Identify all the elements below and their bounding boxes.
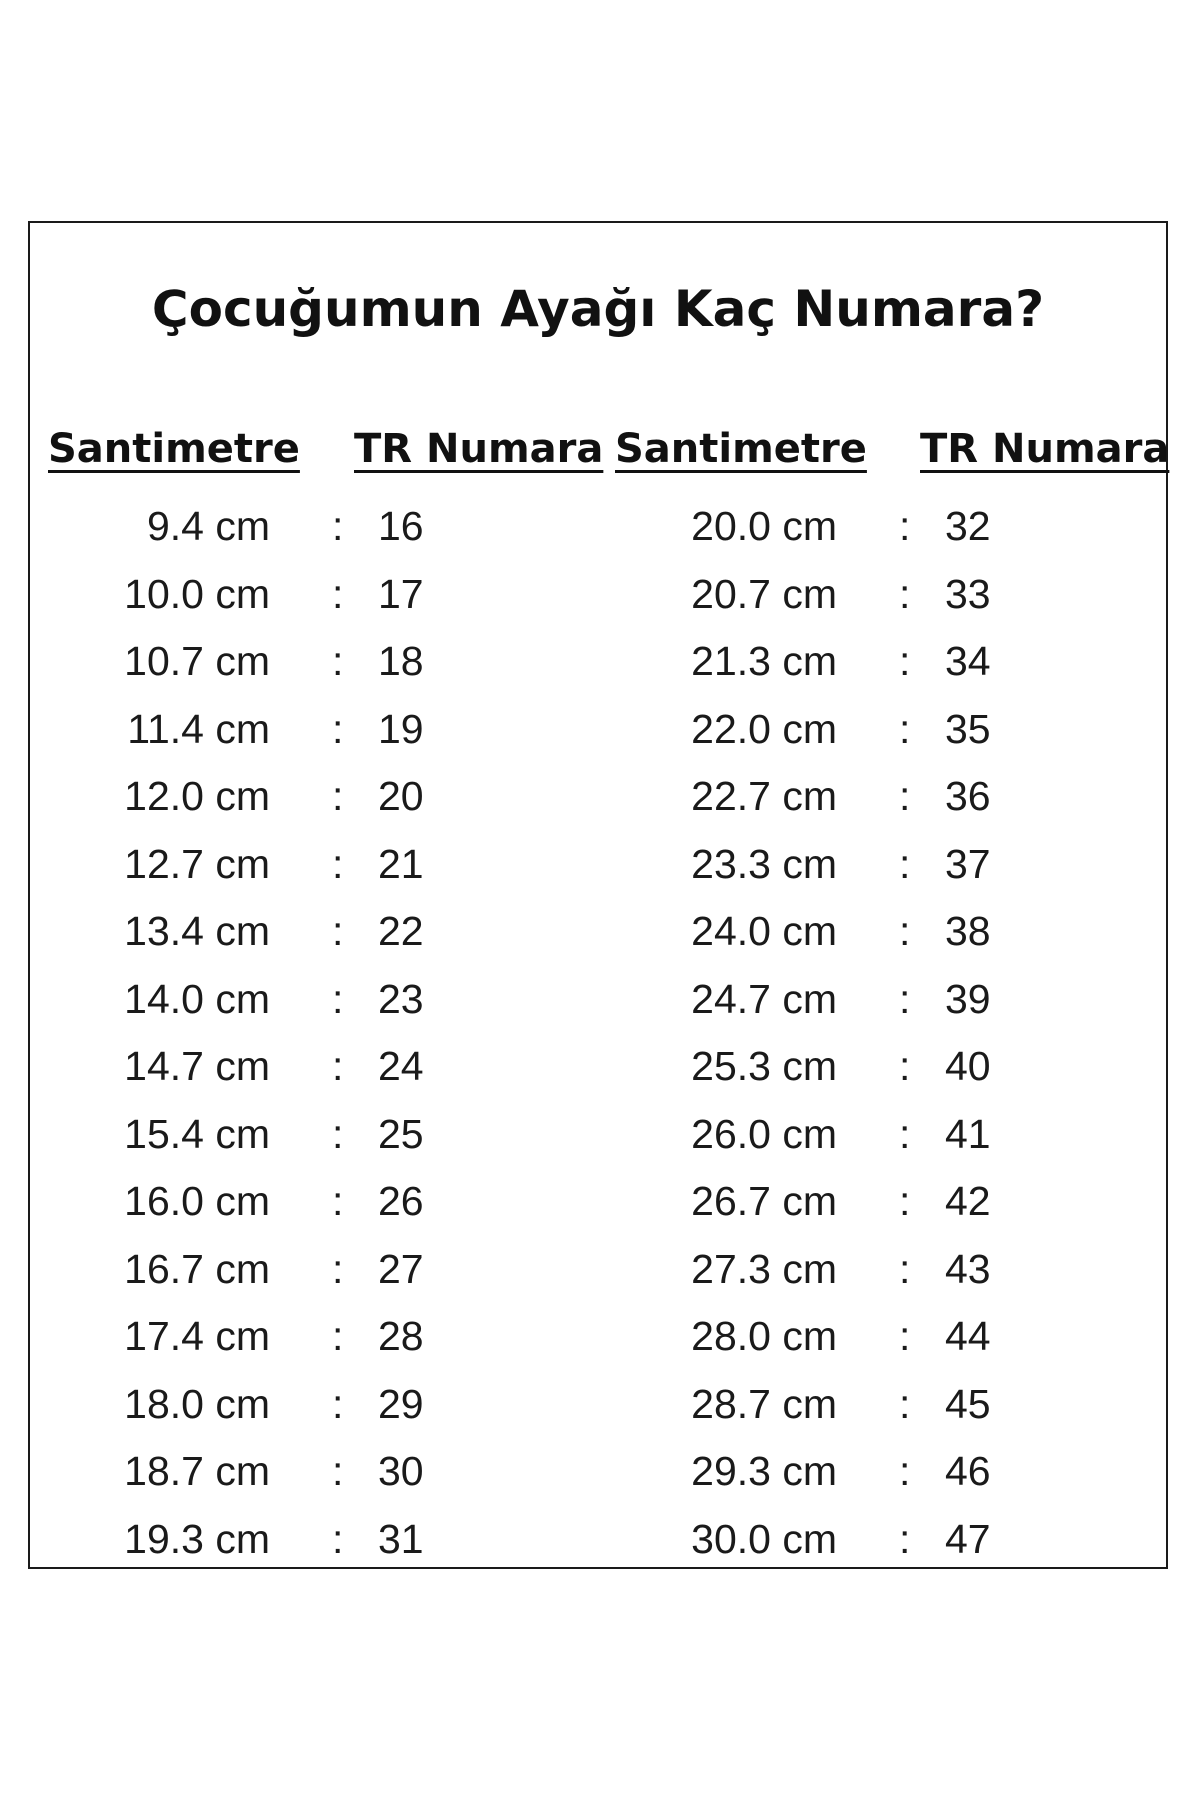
- size-cm-value: 11.4 cm: [127, 705, 270, 752]
- size-tr-value: 20: [378, 773, 424, 819]
- size-separator: :: [332, 1313, 344, 1359]
- size-cm-value: 22.0 cm: [691, 705, 837, 752]
- size-tr-value: 41: [945, 1110, 991, 1157]
- size-separator: :: [899, 1380, 911, 1427]
- size-tr-value: 26: [378, 1178, 424, 1224]
- size-tr-value: 42: [945, 1178, 991, 1224]
- size-tr-value: 44: [945, 1313, 991, 1359]
- size-cm-value: 16.0 cm: [124, 1178, 270, 1224]
- size-separator: :: [332, 1043, 344, 1089]
- size-cm-value: 21.3 cm: [691, 638, 837, 684]
- size-cm-value: 27.3 cm: [691, 1245, 837, 1292]
- size-tr-value: 34: [945, 638, 991, 684]
- size-tr-value: 33: [945, 570, 991, 617]
- size-separator: :: [332, 840, 344, 887]
- size-tr-value: 39: [945, 975, 991, 1022]
- size-cm-value: 18.7 cm: [124, 1448, 270, 1494]
- size-tr-value: 37: [945, 840, 991, 887]
- size-separator: :: [899, 503, 911, 549]
- size-separator: :: [332, 1110, 344, 1157]
- size-tr-value: 46: [945, 1448, 991, 1494]
- size-tr-value: 19: [378, 705, 424, 752]
- size-separator: :: [332, 503, 344, 549]
- size-separator: :: [899, 1110, 911, 1157]
- size-tr-value: 28: [378, 1313, 424, 1359]
- size-separator: :: [332, 1515, 344, 1562]
- size-tr-value: 29: [378, 1380, 424, 1427]
- size-separator: :: [332, 570, 344, 617]
- size-tr-value: 24: [378, 1043, 424, 1089]
- size-tr-value: 40: [945, 1043, 991, 1089]
- size-separator: :: [332, 975, 344, 1022]
- size-separator: :: [899, 1515, 911, 1562]
- size-cm-value: 20.0 cm: [691, 503, 837, 549]
- size-cm-value: 18.0 cm: [124, 1380, 270, 1427]
- size-cm-value: 9.4 cm: [146, 503, 270, 549]
- size-tr-value: 16: [378, 503, 424, 549]
- size-tr-value: 36: [945, 773, 991, 819]
- size-separator: :: [899, 908, 911, 954]
- size-cm-value: 14.0 cm: [124, 975, 270, 1022]
- size-cm-value: 19.3 cm: [124, 1515, 270, 1562]
- size-cm-value: 24.0 cm: [691, 908, 837, 954]
- size-separator: :: [899, 1043, 911, 1089]
- size-separator: :: [332, 1380, 344, 1427]
- size-tr-value: 32: [945, 503, 991, 549]
- size-tr-value: 21: [378, 840, 424, 887]
- size-cm-value: 20.7 cm: [691, 570, 837, 617]
- size-separator: :: [899, 1178, 911, 1224]
- size-cm-value: 29.3 cm: [691, 1448, 837, 1494]
- size-cm-value: 30.0 cm: [691, 1515, 837, 1562]
- size-cm-value: 10.0 cm: [124, 570, 270, 617]
- size-cm-value: 12.0 cm: [124, 773, 270, 819]
- size-tr-value: 47: [945, 1515, 991, 1562]
- size-separator: :: [332, 1178, 344, 1224]
- size-cm-value: 12.7 cm: [124, 840, 270, 887]
- size-separator: :: [332, 1448, 344, 1494]
- size-tr-value: 27: [378, 1245, 424, 1292]
- size-tr-value: 45: [945, 1380, 991, 1427]
- size-tr-value: 17: [378, 570, 424, 617]
- size-separator: :: [332, 638, 344, 684]
- size-cm-value: 26.7 cm: [691, 1178, 837, 1224]
- size-cm-value: 28.7 cm: [691, 1380, 837, 1427]
- size-cm-value: 16.7 cm: [124, 1245, 270, 1292]
- size-cm-value: 25.3 cm: [691, 1043, 837, 1089]
- size-separator: :: [332, 1245, 344, 1292]
- size-tr-value: 25: [378, 1110, 424, 1157]
- size-separator: :: [899, 975, 911, 1022]
- chart-title: Çocuğumun Ayağı Kaç Numara?: [151, 280, 1045, 338]
- size-cm-value: 13.4 cm: [124, 908, 270, 954]
- size-tr-value: 31: [378, 1515, 424, 1562]
- size-separator: :: [332, 908, 344, 954]
- size-chart-box: [28, 221, 1168, 1569]
- size-tr-value: 30: [378, 1448, 424, 1494]
- size-cm-value: 24.7 cm: [691, 975, 837, 1022]
- size-separator: :: [332, 773, 344, 819]
- size-separator: :: [899, 1313, 911, 1359]
- size-cm-value: 17.4 cm: [124, 1313, 270, 1359]
- size-cm-value: 26.0 cm: [691, 1110, 837, 1157]
- size-cm-value: 10.7 cm: [124, 638, 270, 684]
- header-right-tr-numara: TR Numara: [920, 426, 1170, 472]
- header-left-santimetre: Santimetre: [48, 426, 300, 472]
- size-separator: :: [899, 638, 911, 684]
- size-separator: :: [899, 840, 911, 887]
- size-tr-value: 18: [378, 638, 424, 684]
- size-separator: :: [899, 773, 911, 819]
- size-separator: :: [899, 1245, 911, 1292]
- size-tr-value: 23: [378, 975, 424, 1022]
- size-separator: :: [899, 705, 911, 752]
- header-left-tr-numara: TR Numara: [354, 426, 604, 472]
- size-cm-value: 28.0 cm: [691, 1313, 837, 1359]
- size-separator: :: [899, 1448, 911, 1494]
- size-cm-value: 15.4 cm: [124, 1110, 270, 1157]
- size-cm-value: 23.3 cm: [691, 840, 837, 887]
- size-cm-value: 22.7 cm: [691, 773, 837, 819]
- header-right-santimetre: Santimetre: [615, 426, 867, 472]
- size-tr-value: 38: [945, 908, 991, 954]
- size-tr-value: 22: [378, 908, 424, 954]
- size-separator: :: [899, 570, 911, 617]
- size-separator: :: [332, 705, 344, 752]
- size-tr-value: 43: [945, 1245, 991, 1292]
- size-tr-value: 35: [945, 705, 991, 752]
- size-cm-value: 14.7 cm: [124, 1043, 270, 1089]
